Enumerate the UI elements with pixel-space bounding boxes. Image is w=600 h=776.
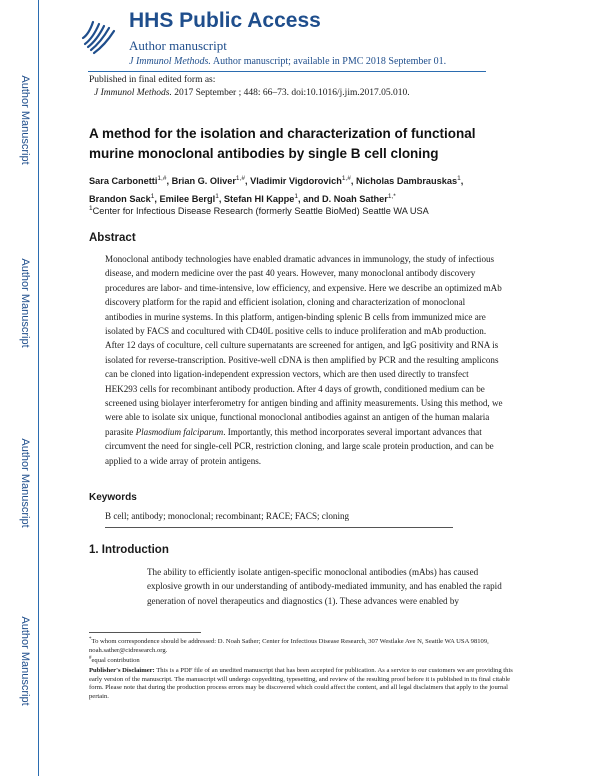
author-name: Brian G. Oliver: [171, 176, 236, 187]
introduction-body: The ability to efficiently isolate antigen-specific monoclonal antibodies (mAbs) has caused explosive growth in our understanding of antibody-mediated immunity, and has enabled the rapid generation of novel therapeutics and diagnostics (1). These advances were enabled by: [147, 567, 502, 606]
footnote-equal: [89, 655, 514, 666]
author-affil: 1,#: [157, 175, 167, 182]
author-affil: 1,*: [387, 193, 396, 201]
author-affil: 1: [150, 193, 155, 201]
author-affil: 1: [294, 193, 298, 201]
author-name: Nicholas Dambrauskas: [355, 176, 458, 187]
published-details: 2017 September ; 448: 66–73. doi:10.1016/j.jim.2017.05.010.: [171, 88, 410, 98]
paper-title: A method for the isolation and characterization of functional murine monoclonal antibodies by single B cell cloning: [89, 126, 476, 161]
disclaimer-label: Publisher's Disclaimer:: [89, 667, 155, 675]
abstract-species: Plasmodium falciparum: [135, 426, 224, 437]
published-citation: [94, 88, 410, 98]
footnote-mark: #: [89, 656, 92, 662]
citation-journal: J Immunol Methods.: [129, 56, 211, 67]
author-affil: 1,#: [341, 175, 351, 182]
author-name: Emilee Bergl: [159, 194, 216, 205]
author-name: D. Noah Sather: [322, 194, 388, 205]
published-journal: J Immunol Methods.: [94, 88, 172, 98]
abstract-text: Monoclonal antibody technologies have enabled dramatic advances in immunology, the study of infectious disease, and modern medicine over the past 40 years. However, many monoclonal antibody discovery procedures are labor- and time-intensive, low efficiency, and expensive. Here we describe an optimized mAb discovery platform for the rapid and efficient isolation, cloning and characterization of monoclonal antibodies in murine systems. In this platform, antigen-binding splenic B cells from immunized mice are isolated by FACS and cocultured with CD40L positive cells to induce proliferation and mAb production. After 12 days of coculture, cell culture supernatants are screened for antigen, and IgG positivity and RNA is isolated for reverse-transcription. Positive-well cDNA is then amplified by PCR and the resulting amplicons can be cloned into ligation-independent expression vectors, which are then used directly to transfect HEK293 cells for recombinant antibody production. After 4 days of growth, conditioned medium can be screened using biolayer interferometry for antigen binding and affinity measurements. Using this method, we were able to isolate six unique, functional monoclonal antibodies against an antigen of the human malaria parasite: [105, 254, 503, 437]
abstract-body: [105, 252, 503, 468]
author-affil: 1: [457, 175, 461, 182]
citation-availability: Author manuscript; available in PMC 2018 September 01.: [210, 56, 447, 67]
keywords-list: B cell; antibody; monoclonal; recombinant; RACE; FACS; cloning: [105, 511, 350, 521]
publisher-disclaimer: [89, 667, 514, 701]
abstract-heading: Abstract: [89, 232, 136, 244]
footnote-correspondence-text: To whom correspondence should be addressed: D. Noah Sather; Center for Infectious Disease Research, 307 Westlake Ave N, Seattle WA USA 98109, noah.sather@cidresearch.org.: [89, 638, 489, 654]
disclaimer-text: This is a PDF file of an unedited manuscript that has been accepted for publication. As a service to our customers we are providing this early version of the manuscript. The manuscript will undergo copyediting, typesetting, and review of the resulting proof before it is published in its final citable form. Please note that during the production process errors may be discovered which could affect the content, and all legal disclaimers that apply to the journal pertain.: [89, 667, 513, 700]
footnote-equal-text: equal contribution: [91, 657, 140, 665]
introduction-heading: 1. Introduction: [89, 544, 169, 556]
side-label-author-manuscript: Author Manuscript: [19, 616, 31, 706]
header-divider: [88, 71, 486, 72]
side-label-author-manuscript: Author Manuscript: [19, 438, 31, 528]
affiliation: [89, 205, 429, 216]
side-label-author-manuscript: Author Manuscript: [19, 75, 31, 165]
keywords-divider: [105, 527, 453, 528]
footnotes: [89, 636, 514, 702]
footnote-mark: *: [89, 637, 92, 642]
side-label-author-manuscript: Author Manuscript: [19, 258, 31, 348]
author-list: Sara Carbonetti$^{1,\#}$, Brian G. Oliver$^{1,\#}$, Vladimir Vigdorovich$^{1,\#}$, Nicholas Dambrauskas$^1$, Brandon Sack$^1$, Emilee Bergl$^1$, Stefan HI Kappe$^1$, and D. Noah Sather$^{1,*}$: [89, 175, 464, 205]
author-name: Sara Carbonetti: [89, 176, 158, 187]
author-affil: 1,#: [235, 175, 245, 182]
footnote-divider: [89, 632, 201, 633]
published-label: Published in final edited form as:: [89, 75, 216, 85]
author-manuscript-label: Author manuscript: [129, 38, 227, 53]
hhs-eagle-logo-icon: [79, 14, 119, 56]
abstract-text-end: . Importantly, this method incorporates several important advances that circumvent the need for single-cell PCR, restriction cloning, and large scale protein production, and can be applied to a wide array of protein antigens.: [105, 426, 494, 466]
footnote-correspondence: [89, 636, 514, 655]
author-name: Stefan HI Kappe: [223, 194, 295, 205]
author-affil: 1: [215, 193, 219, 201]
keywords-heading: Keywords: [89, 492, 137, 503]
affiliation-mark: 1: [89, 205, 93, 212]
margin-rule: [38, 0, 39, 776]
hhs-title: HHS Public Access: [129, 9, 321, 32]
author-name: Brandon Sack: [89, 194, 151, 205]
pmc-citation: [129, 56, 446, 67]
author-name: Vladimir Vigdorovich: [250, 176, 342, 187]
affiliation-text: Center for Infectious Disease Research (formerly Seattle BioMed) Seattle WA USA: [92, 206, 429, 217]
